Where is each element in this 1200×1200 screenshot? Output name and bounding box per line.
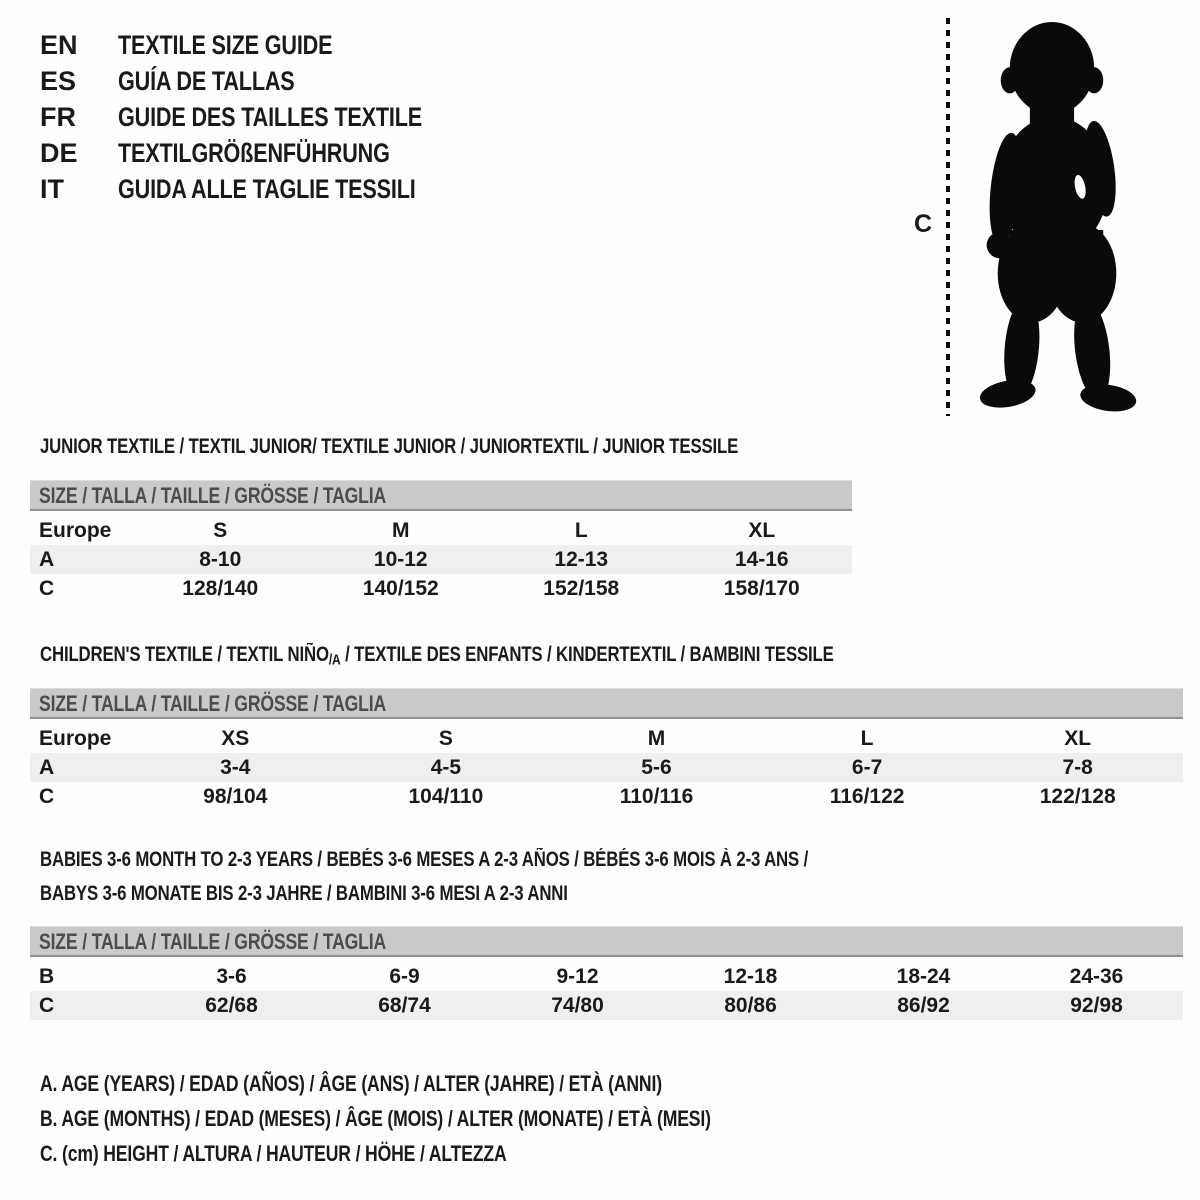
row-label: Europe — [39, 726, 112, 750]
height-cell: 110/116 — [619, 784, 694, 808]
age-months-cell: 24-36 — [1069, 964, 1124, 988]
age-cell: 3-4 — [220, 755, 251, 779]
height-cell: 140/152 — [362, 576, 439, 600]
age-cell: 12-13 — [554, 547, 609, 571]
legend-line-b: B. AGE (MONTHS) / EDAD (MESES) / ÂGE (MOIS) / ALTER (MONATE) / ETÀ (MESI) — [40, 1106, 711, 1131]
age-months-cell: 9-12 — [556, 964, 599, 988]
age-cell: 6-7 — [851, 755, 883, 779]
age-cell: 4-5 — [430, 755, 462, 779]
height-cell: 80/86 — [724, 993, 777, 1017]
language-title: GUIDA ALLE TAGLIE TESSILI — [118, 173, 416, 204]
size-cell: XS — [221, 726, 250, 750]
table-row — [30, 545, 852, 574]
size-cell: L — [574, 518, 588, 542]
language-title: TEXTILE SIZE GUIDE — [118, 29, 333, 60]
language-title-list — [40, 27, 498, 207]
language-code: ES — [40, 65, 77, 96]
size-cell: XL — [1064, 726, 1092, 750]
age-months-cell: 3-6 — [216, 964, 247, 988]
size-cell: XL — [748, 518, 776, 542]
height-cell: 152/158 — [543, 576, 620, 600]
language-code: IT — [40, 173, 64, 204]
children-section-title: CHILDREN'S TEXTILE / TEXTIL $NIÑO_{/A}$ / TEXTILE DES ENFANTS / KINDERTEXTIL / BAMBINI TESSILE — [40, 643, 834, 669]
height-cell: 116/122 — [829, 784, 905, 808]
babies-table — [30, 926, 1183, 1020]
children-size-table — [30, 724, 1183, 811]
age-cell: 5-6 — [641, 755, 672, 779]
language-code: FR — [40, 101, 76, 132]
language-code: DE — [40, 137, 78, 168]
height-cell: 86/92 — [897, 993, 950, 1017]
row-label: A — [39, 755, 55, 779]
size-cell: M — [392, 518, 410, 542]
height-cell: 62/68 — [205, 993, 258, 1017]
language-row — [40, 99, 498, 135]
junior-size-header-bar: SIZE / TALLA / TAILLE / GRÖSSE / TAGLIA — [30, 480, 852, 511]
height-cell: 74/80 — [551, 993, 604, 1017]
height-cell: 158/170 — [723, 576, 800, 600]
height-cell: 128/140 — [182, 576, 259, 600]
row-label: C — [39, 576, 55, 600]
language-title: GUÍA DE TALLAS — [118, 65, 295, 96]
language-row — [40, 27, 498, 63]
height-measure-figure — [900, 10, 1160, 425]
size-cell: S — [438, 726, 453, 750]
age-months-cell: 12-18 — [723, 964, 778, 988]
row-label: C — [39, 993, 55, 1017]
age-cell: 7-8 — [1062, 755, 1093, 779]
row-label: A — [39, 547, 55, 571]
language-row — [40, 135, 498, 171]
size-cell: L — [860, 726, 874, 750]
size-cell: S — [213, 518, 228, 542]
height-cell: 122/128 — [1039, 784, 1116, 808]
size-cell: M — [647, 726, 666, 750]
height-cell: 98/104 — [203, 784, 268, 808]
table-row — [30, 782, 1183, 811]
age-months-cell: 18-24 — [896, 964, 951, 988]
language-title: TEXTILGRÖßENFÜHRUNG — [118, 137, 390, 168]
babies-size-table — [30, 962, 1183, 1020]
height-dashed-line — [946, 18, 950, 416]
children-size-header-bar: SIZE / TALLA / TAILLE / GRÖSSE / TAGLIA — [30, 688, 1183, 719]
measurement-legend — [40, 1066, 878, 1171]
legend-line-c: C. (cm) HEIGHT / ALTURA / HAUTEUR / HÖHE / ALTEZZA — [40, 1141, 507, 1166]
language-row — [40, 63, 498, 99]
language-title: GUIDE DES TAILLES TEXTILE — [118, 101, 423, 132]
age-months-cell: 6-9 — [389, 964, 420, 988]
height-measure-label: C — [914, 210, 933, 238]
row-label: Europe — [39, 518, 112, 542]
language-row — [40, 171, 498, 207]
table-row — [30, 962, 1183, 991]
height-cell: 104/110 — [408, 784, 484, 808]
table-row — [30, 991, 1183, 1020]
children-table — [30, 688, 1183, 811]
toddler-silhouette-icon — [966, 16, 1146, 418]
language-code: EN — [40, 29, 78, 60]
table-row — [30, 724, 1183, 753]
age-cell: 8-10 — [199, 547, 242, 571]
row-label: B — [39, 964, 55, 988]
row-label: C — [39, 784, 55, 808]
table-row — [30, 753, 1183, 782]
junior-size-table — [30, 516, 852, 603]
nino-a-subscript: /A — [328, 651, 341, 669]
table-row — [30, 574, 852, 603]
babies-section-title: BABIES 3-6 MONTH TO 2-3 YEARS / BEBÉS 3-6 MESES A 2-3 AÑOS / BÉBÉS 3-6 MOIS À 2-3 ANS / BABYS 3-6 MONATE BIS 2-3 JAHRE / BAMBINI 3-6 MESI A 2-3 ANNI — [40, 848, 809, 905]
table-row — [30, 516, 852, 545]
age-cell: 10-12 — [373, 547, 428, 571]
height-cell: 92/98 — [1070, 993, 1123, 1017]
age-cell: 14-16 — [734, 547, 789, 571]
babies-size-header-bar: SIZE / TALLA / TAILLE / GRÖSSE / TAGLIA — [30, 926, 1183, 957]
legend-line-a: A. AGE (YEARS) / EDAD (AÑOS) / ÂGE (ANS) / ALTER (JAHRE) / ETÀ (ANNI) — [40, 1071, 662, 1096]
junior-section-title: JUNIOR TEXTILE / TEXTIL JUNIOR/ TEXTILE JUNIOR / JUNIORTEXTIL / JUNIOR TESSILE — [40, 435, 739, 458]
junior-table — [30, 480, 852, 603]
height-cell: 68/74 — [378, 993, 431, 1017]
